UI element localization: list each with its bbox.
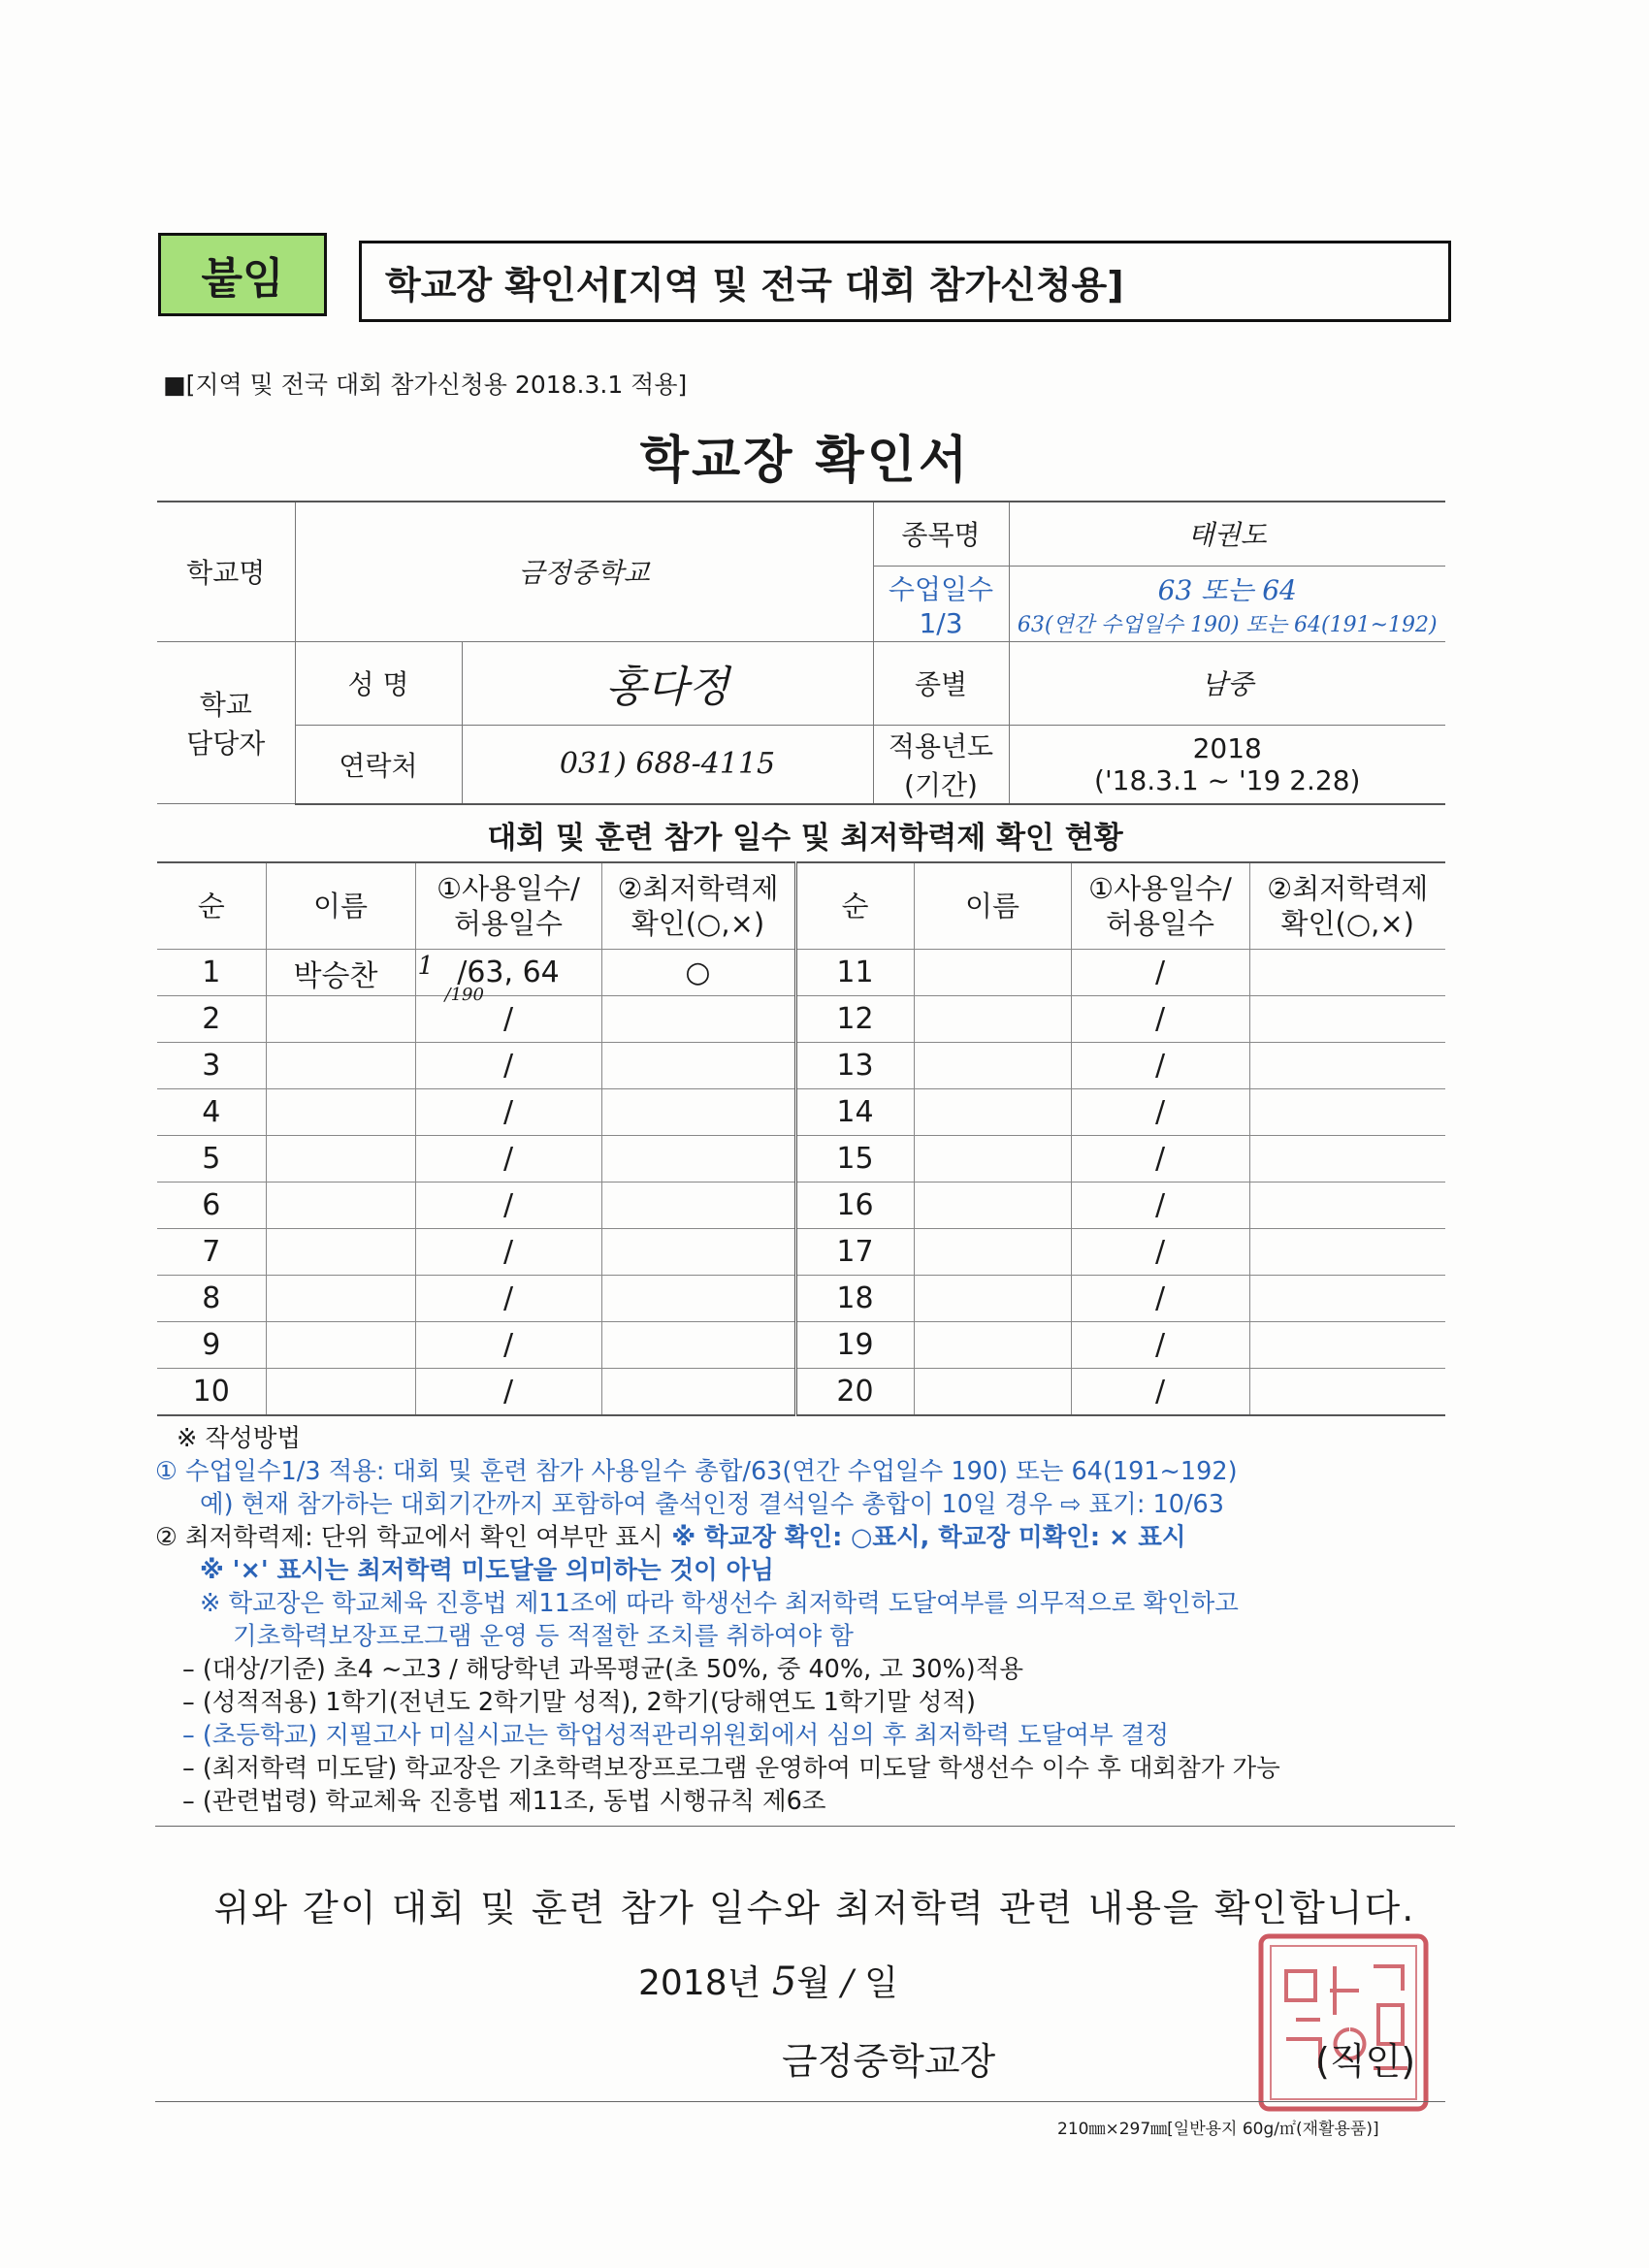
row-number: 13 — [795, 1043, 914, 1089]
manager-label: 학교 담당자 — [157, 641, 295, 804]
seal-icon — [1257, 1932, 1430, 2113]
row-check: ○ — [601, 950, 795, 996]
row-number: 6 — [157, 1183, 266, 1229]
row-days: / — [1071, 996, 1249, 1043]
row-name — [266, 1229, 415, 1276]
col-no: 순 — [157, 862, 266, 950]
school-value: 금정중학교 — [295, 502, 873, 641]
row-check — [601, 1043, 795, 1089]
participation-table — [157, 861, 1445, 1416]
principal-name: 금정중학교장 — [782, 2040, 996, 2083]
row-name — [914, 1183, 1071, 1229]
row-name — [266, 1043, 415, 1089]
paper-spec: 210㎜×297㎜[일반용지 60g/㎡(재활용품)] — [1057, 2120, 1379, 2139]
table-row — [157, 1043, 1445, 1089]
row-check — [1249, 950, 1445, 996]
row-number: 10 — [157, 1369, 266, 1416]
row-name — [266, 1276, 415, 1322]
col-name: 이름 — [914, 862, 1071, 950]
row-name — [914, 1043, 1071, 1089]
row-check — [601, 1089, 795, 1136]
contact-label: 연락처 — [295, 725, 462, 804]
table-header-row — [157, 862, 1445, 950]
row-number: 17 — [795, 1229, 914, 1276]
confirmation-text: 위와 같이 대회 및 훈련 참가 일수와 최저학력 관련 내용을 확인합니다. — [213, 1887, 1416, 1929]
row-check — [601, 996, 795, 1043]
row-days: / — [1071, 1136, 1249, 1183]
row-days: / — [415, 1089, 601, 1136]
row-check — [1249, 996, 1445, 1043]
row-number: 5 — [157, 1136, 266, 1183]
row-name — [266, 1369, 415, 1416]
instructions — [155, 1422, 1455, 1827]
row-check — [1249, 1369, 1445, 1416]
note-1: ① 수업일수1/3 적용: 대회 및 훈련 참가 사용일수 총합/63(연간 수업일수 190) 또는 64(191~192) — [155, 1457, 1238, 1486]
col-check: ②최저학력제 확인(○,×) — [601, 862, 795, 950]
table-row — [157, 1183, 1445, 1229]
note-4: ※ 학교장은 학교체육 진흥법 제11조에 따라 학생선수 최저학력 도달여부를 의무적으로 확인하고 — [200, 1589, 1239, 1618]
table-row — [157, 1229, 1445, 1276]
note-1-example: 예) 현재 참가하는 대회기간까지 포함하여 출석인정 결석일수 총합이 10일 경우 ⇨ 표기: 10/63 — [200, 1490, 1224, 1519]
note-6: – (성적적용) 1학기(전년도 2학기말 성적), 2학기(당해연도 1학기말 성적) — [182, 1688, 977, 1717]
row-name — [266, 1136, 415, 1183]
section-title: 대회 및 훈련 참가 일수 및 최저학력제 확인 현황 — [487, 821, 1123, 856]
category-label: 종별 — [873, 641, 1009, 725]
attachment-tag: 붙임 — [158, 233, 327, 316]
row-days: / — [1071, 1229, 1249, 1276]
row-check — [1249, 1136, 1445, 1183]
row-number: 12 — [795, 996, 914, 1043]
official-seal — [1257, 1932, 1430, 2113]
row-name — [914, 1136, 1071, 1183]
row-name — [914, 950, 1071, 996]
note-9: – (관련법령) 학교체육 진흥법 제11조, 동법 시행규칙 제6조 — [182, 1787, 826, 1816]
class-days-label: 수업일수 1/3 — [873, 566, 1009, 641]
row-number: 1 — [157, 950, 266, 996]
table-row — [157, 950, 1445, 996]
row-days: / — [415, 1369, 601, 1416]
row-number: 11 — [795, 950, 914, 996]
row-days: / — [1071, 1322, 1249, 1369]
table-row — [157, 1089, 1445, 1136]
row-name — [266, 996, 415, 1043]
row-name — [914, 996, 1071, 1043]
row-number: 3 — [157, 1043, 266, 1089]
row-days: / — [1071, 950, 1249, 996]
footer-divider — [155, 2101, 1445, 2102]
row-name — [914, 1369, 1071, 1416]
row-name — [914, 1089, 1071, 1136]
row-number: 7 — [157, 1229, 266, 1276]
table-row — [157, 1369, 1445, 1416]
year-label: 적용년도 (기간) — [873, 725, 1009, 804]
row-days: / — [415, 1043, 601, 1089]
row-check — [1249, 1229, 1445, 1276]
main-title: 학교장 확인서 — [639, 432, 971, 490]
col-no: 순 — [795, 862, 914, 950]
row-number: 15 — [795, 1136, 914, 1183]
row-check — [601, 1136, 795, 1183]
note-3: ※ '×' 표시는 최저학력 미도달을 의미하는 것이 아님 — [200, 1556, 774, 1585]
note-8: – (최저학력 미도달) 학교장은 기초학력보장프로그램 운영하여 미도달 학생선수 이수 후 대회참가 가능 — [182, 1754, 1280, 1783]
row-check — [1249, 1183, 1445, 1229]
col-days: ①사용일수/ 허용일수 — [1071, 862, 1249, 950]
divider — [155, 1826, 1455, 1827]
row-name: 박승찬 — [266, 950, 415, 996]
row-check — [1249, 1043, 1445, 1089]
col-name: 이름 — [266, 862, 415, 950]
row-number: 16 — [795, 1183, 914, 1229]
row-days: / — [415, 1276, 601, 1322]
school-label: 학교명 — [157, 502, 295, 641]
row-number: 8 — [157, 1276, 266, 1322]
row-check — [1249, 1089, 1445, 1136]
row-days: 1 /63, 64 /190 — [415, 950, 601, 996]
row-name — [914, 1229, 1071, 1276]
col-days: ①사용일수/ 허용일수 — [415, 862, 601, 950]
row-number: 9 — [157, 1322, 266, 1369]
row-days: / — [415, 1229, 601, 1276]
row-number: 18 — [795, 1276, 914, 1322]
row-check — [601, 1229, 795, 1276]
row-name — [266, 1089, 415, 1136]
row-name — [914, 1276, 1071, 1322]
year-value: 2018 ('18.3.1 ~ '19 2.28) — [1009, 725, 1445, 804]
row-check — [1249, 1276, 1445, 1322]
name-label: 성 명 — [295, 641, 462, 725]
category-value: 남중 — [1009, 641, 1445, 725]
row-days: / — [1071, 1043, 1249, 1089]
row-days: / — [415, 1183, 601, 1229]
row-days: / — [415, 996, 601, 1043]
row-check — [601, 1369, 795, 1416]
row-check — [601, 1276, 795, 1322]
row-days: / — [1071, 1183, 1249, 1229]
row-number: 20 — [795, 1369, 914, 1416]
info-table — [157, 501, 1445, 805]
table-row — [157, 1276, 1445, 1322]
document-subtitle: ■[지역 및 전국 대회 참가신청용 2018.3.1 적용] — [163, 371, 688, 399]
row-number: 19 — [795, 1322, 914, 1369]
row-name — [266, 1322, 415, 1369]
row-name — [914, 1322, 1071, 1369]
row-check — [601, 1322, 795, 1369]
row-days: / — [415, 1322, 601, 1369]
document-title-box — [359, 241, 1451, 322]
note-7: – (초등학교) 지필고사 미실시교는 학업성적관리위원회에서 심의 후 최저학력 도달여부 결정 — [182, 1721, 1170, 1750]
date-line: 2018년 5월 / 일 — [638, 1960, 898, 2004]
row-name — [266, 1183, 415, 1229]
document-title: 학교장 확인서[지역 및 전국 대회 참가신청용] — [385, 263, 1124, 307]
row-days: / — [1071, 1369, 1249, 1416]
row-check — [1249, 1322, 1445, 1369]
seal-label: (직인) — [1315, 2040, 1416, 2083]
note-5: – (대상/기준) 초4 ~고3 / 해당학년 과목평균(초 50%, 중 40%, 고 30%)적용 — [182, 1655, 1023, 1684]
row-number: 4 — [157, 1089, 266, 1136]
note-4-cont: 기초학력보장프로그램 운영 등 적절한 조치를 취하여야 함 — [233, 1622, 854, 1651]
col-check: ②최저학력제 확인(○,×) — [1249, 862, 1445, 950]
table-row — [157, 996, 1445, 1043]
name-value: 홍다정 — [462, 641, 873, 725]
sport-label: 종목명 — [873, 502, 1009, 566]
instructions-heading: ※ 작성방법 — [177, 1424, 302, 1453]
table-row — [157, 1322, 1445, 1369]
row-number: 2 — [157, 996, 266, 1043]
row-days: / — [415, 1136, 601, 1183]
row-days: / — [1071, 1089, 1249, 1136]
row-days: / — [1071, 1276, 1249, 1322]
contact-value: 031) 688-4115 — [462, 725, 873, 804]
table-row — [157, 1136, 1445, 1183]
sport-value: 태권도 — [1009, 502, 1445, 566]
class-days-value: 63 또는 64 63(연간 수업일수 190) 또는 64(191~192) — [1009, 566, 1445, 641]
row-number: 14 — [795, 1089, 914, 1136]
note-2: ② 최저학력제: 단위 학교에서 확인 여부만 표시 ※ 학교장 확인: ○표시, 학교장 미확인: × 표시 — [155, 1523, 1186, 1552]
row-check — [601, 1183, 795, 1229]
